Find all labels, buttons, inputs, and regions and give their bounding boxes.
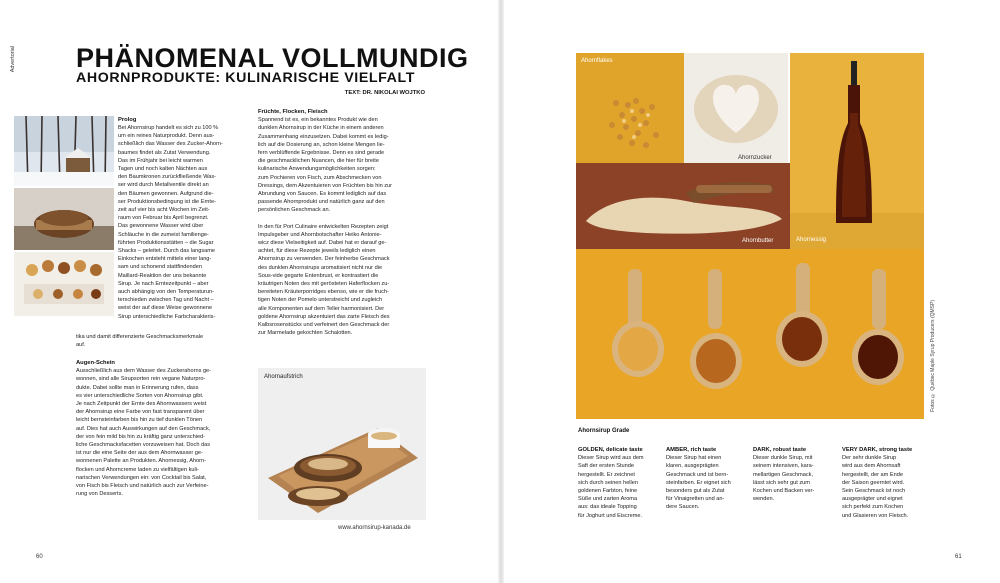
text-line: fern verblüffende Ergebnisse. Denn es sind gerade [258, 150, 385, 157]
text-line: rung von Desserts. [76, 491, 123, 498]
text-line: der von fein mild bis hin zu kräftig ganz unterschied- [76, 433, 206, 440]
text-line: Bei Ahornsirup handelt es sich zu 100 % [118, 125, 219, 131]
text-line: Dressings, dem Akzentuieren von Früchten bis hin zur [258, 182, 393, 189]
text-line: zum Pochieren von Fisch, zum Abschmecken von [258, 174, 382, 181]
advertorial-tag: Advertorial [10, 46, 16, 73]
text-line: hergestellt. Er zeichnet [578, 471, 635, 478]
bread-photo [14, 188, 114, 250]
ahornessig-photo [790, 53, 924, 249]
grade-heading: GOLDEN, delicate taste [578, 447, 643, 453]
grade-heading: VERY DARK, strong taste [842, 447, 913, 453]
ahornbutter-label: Ahornbutter [742, 238, 774, 244]
text-line: Kochen und Backen ver- [753, 488, 815, 495]
text-line: Geschmack und ist bern- [666, 471, 729, 478]
text-line: Spannend ist es, ein bekanntes Produkt wie den [258, 117, 378, 124]
text-line: Das im Frühjahr bei leicht warmen [118, 157, 203, 164]
text-line: dunklen Ahornsirup in der Küche in einem anderen [258, 125, 384, 132]
text-line: kräutrigen Noten des mit gerösteten Haferflocken zu- [258, 281, 390, 288]
text-line: der Ahornsirup eine Farbe von fast transparent über [76, 409, 205, 416]
text-line: dere Saucen. [666, 504, 700, 511]
text-line: ser wird durch Metallventile direkt an [118, 182, 209, 189]
paragraph-gap [258, 215, 430, 223]
text-line: Maillard-Reaktion der uns bekannte [118, 272, 207, 279]
text-line: wonnen, sind alle Sirupsorten rein vegane Naturpro- [76, 376, 206, 383]
article-title: PHÄNOMENAL VOLLMUNDIG [76, 43, 469, 73]
text-line: wenden. [753, 496, 775, 503]
text-line: narischen Verwendungen ein: von Cocktail bis Salat, [76, 474, 207, 481]
text-line: zeit auf vier bis acht Wochen im Zeit- [118, 207, 210, 214]
page-number-right: 61 [955, 554, 962, 560]
text-line: der Saison geerntet wird. [842, 479, 905, 486]
ahornzucker-photo [684, 53, 788, 163]
text-line: um ein reines Naturprodukt. Denn aus- [118, 133, 215, 140]
text-line: In den für Port Culinaire entwickelten Rezepten zeigt [258, 223, 389, 230]
ahornzucker-label: Ahornzucker [738, 155, 772, 161]
text-line: tigen Noten der Pomelo unterstreicht und zugleich [258, 297, 383, 304]
ahornbutter-photo [576, 163, 790, 249]
text-line: dukte. Dabei sollte man in Erinnerung rufen, dass [76, 384, 199, 391]
ahornflakes-label: Ahornflakes [581, 58, 613, 64]
text-line: raum von Februar bis April begrenzt. [118, 215, 209, 222]
text-line: alle Komponenten auf dem Teller harmonisiert. Der [258, 305, 385, 312]
text-line: auf. Dies hat auch Auswirkungen auf den Geschmack, [76, 425, 211, 432]
text-line: Tagen und noch kalten Nächten aus [118, 166, 208, 173]
text-line: Dieser Sirup hat einen [666, 455, 722, 462]
text-line: Dieser dunkle Sirup, mit [753, 455, 813, 462]
grade-heading: AMBER, rich taste [666, 447, 717, 453]
text-line: wicz diese Vielseitigkeit auf. Dabei hat er darauf ge- [258, 240, 387, 247]
text-line: tika und damit differenzierte Geschmacksmerkmale [76, 334, 204, 340]
text-line: ist nur die eine Seite der aus dem Ahornwasser ge- [76, 450, 203, 457]
grade-very-dark [842, 446, 924, 520]
text-line: für Vinaigretten und an- [666, 496, 725, 503]
text-line: goldenen Farbton, feine [578, 488, 638, 495]
text-line: den Baumkronen zurückfließende Was- [118, 174, 217, 181]
text-line: hergestellt, der am Ende [842, 471, 903, 478]
text-line: Süße und zarten Aroma [578, 496, 638, 503]
text-line: führten Produktionsstätten – die Sugar [118, 239, 214, 246]
winter-forest-photo [14, 116, 114, 186]
article-subtitle: AHORNPRODUKTE: KULINARISCHE VIELFALT [76, 70, 415, 86]
grade-heading: DARK, robust taste [753, 447, 807, 453]
text-line: von Fisch bis Fleisch und natürlich auch zur Verfeine- [76, 483, 209, 490]
ahornessig-label: Ahornessig [796, 237, 827, 243]
text-line: Einkochen entsteht mittels einer lang- [118, 256, 212, 263]
text-line: den Bäumen gewonnen. Aufgrund die- [118, 190, 214, 197]
text-line: goldene Ahornsirup akzentuiert das zarte Fleisch des [258, 313, 390, 320]
text-line: seinem intensiven, kara- [753, 463, 814, 470]
text-line: passende Ahornprodukt und natürlich ganz auf den [258, 199, 385, 206]
page-number-left: 60 [36, 554, 43, 560]
text-line: für Joghurt und Eiscreme. [578, 512, 643, 519]
text-line: Saft der ersten Stunde [578, 463, 634, 470]
text-line: liche Geschmacksfacetten vorzuweisen hat. Doch das [76, 442, 211, 449]
text-line: sich durch seinen hellen [578, 479, 639, 486]
text-line: Dieser Sirup wird aus dem [578, 455, 644, 462]
text-line: steinfarben. Er eignet sich [666, 479, 731, 486]
text-line: lich auf die Dosierung an, schon kleine Mengen lie- [258, 141, 385, 148]
text-line: persönlichen Geschmack an. [258, 207, 331, 214]
text-line: auf. [76, 342, 86, 349]
ahornaufstrich-label: Ahornaufstrich [264, 374, 303, 380]
text-line: lässt sich sehr gut zum [753, 479, 810, 486]
text-line: Ausschließlich aus dem Wasser des Zuckerahorns ge- [76, 368, 212, 375]
text-line: des dunklen Ahornsirups aromatisiert nicht nur die [258, 264, 383, 271]
grade-dark [753, 446, 835, 503]
syrup-tasting-photo [14, 252, 114, 316]
text-line: sam und schonend stattfindenden [118, 264, 202, 271]
text-line: Sous-vide gegarte Entenbrust, er kontrastiert die [258, 272, 379, 279]
text-line: Der sehr dunkle Sirup [842, 455, 897, 462]
text-line: zur Marmelade gekochten Schalotten. [258, 330, 353, 337]
text-line: Das gewonnene Wasser wird über [118, 223, 204, 230]
text-line: und Glasieren von Fleisch. [842, 512, 909, 519]
text-line: baumes findet als Zutat Verwendung. [118, 149, 211, 156]
byline: TEXT: DR. NIKOLAI WOJTKO [344, 90, 425, 96]
grade-golden [578, 446, 660, 520]
text-line: Zusammenhang einzusetzen. Dabei kommt es ledig- [258, 133, 389, 140]
text-line: es vier unterschiedliche Sorten von Ahornsirup gibt. [76, 392, 204, 399]
text-line: die geschmacklichen Nuancen, die hier für breite [258, 158, 379, 165]
photo-credit: Fotos © Québec Maple Syrup Producers (QMSP) [930, 300, 936, 412]
ahornaufstrich-photo [258, 368, 426, 520]
syrup-spoons-photo [576, 249, 924, 419]
text-line: aus: das ideale Topping [578, 504, 637, 511]
text-line: kulinarische Anwendungsmöglichkeiten sorgen: [258, 166, 376, 173]
text-line: Sirup. Je nach Erntezeitpunkt – aber [118, 280, 209, 287]
text-line: besonders gut als Zutat [666, 488, 725, 495]
text-line: Abrundung von Saucen. Es kommt lediglich auf das [258, 191, 387, 198]
fruechte-heading: Früchte, Flocken, Fleisch [258, 109, 328, 115]
prolog-heading: Prolog [118, 117, 137, 123]
text-line: Kalbsrosenstücks und verfeinert den Geschmack der [258, 322, 390, 329]
prolog-tail [76, 333, 251, 349]
text-line: wird aus dem Ahornsaft [842, 463, 901, 470]
text-line: leicht bernsteinfarben bis hin zu tief dunklen Tönen [76, 417, 203, 424]
text-line: schließlich das Wasser des Zucker-Ahorn- [118, 141, 223, 148]
text-line: ausgeprägter und eignet [842, 496, 903, 503]
text-line: Sein Geschmack ist noch [842, 488, 906, 495]
text-line: Sirup unterschiedliche Farbcharakteris- [118, 313, 216, 320]
column-fruechte [258, 108, 430, 337]
grade-amber [666, 446, 748, 512]
text-line: auch abhängig von den Temperaturun- [118, 289, 214, 296]
text-line: mellartigen Geschmack, [753, 471, 813, 478]
text-line: wonnenen Palette an Produkten. Ahornessig, Ahorn- [76, 458, 206, 465]
column-augen-schein [76, 359, 251, 498]
text-line: weist der auf diese Weise gewonnene [118, 305, 213, 312]
text-line: sich perfekt zum Kochen [842, 504, 904, 511]
text-line: bereiteten Kräuterporridges ebenso, wie er die fruch- [258, 289, 389, 296]
text-line: Ahornsirup zu verwenden. Der feinherbe Geschmack [258, 256, 390, 263]
column-prolog [118, 116, 246, 124]
augen-heading: Augen-Schein [76, 360, 115, 366]
text-line: Schläuche in die zumeist familienge- [118, 231, 209, 238]
text-line: achtet, für diese Rezepte jeweils lediglich einen [258, 248, 376, 255]
text-line: flocken und Ahorncreme laden zu vielfältigen kuli- [76, 466, 199, 473]
text-line: Shacks – geleitet. Durch das langsame [118, 248, 216, 255]
text-line: Je nach Zeitpunkt der Ernte des Ahornwassers weist [76, 401, 207, 408]
prolog-body [118, 124, 246, 321]
text-line: klaren, ausgeprägten [666, 463, 719, 470]
page-gutter [498, 0, 504, 583]
website-url[interactable]: www.ahornsirup-kanada.de [338, 525, 411, 531]
text-line: terschieden zwischen Tag und Nacht – [118, 297, 214, 304]
ahornflakes-photo [576, 53, 684, 163]
text-line: ser Produktionsbedingung ist die Ernte- [118, 198, 216, 205]
text-line: Impulsgeber und Ahornbotschafter Heiko Antonie- [258, 231, 382, 238]
grades-title: Ahornsirup Grade [578, 428, 630, 434]
